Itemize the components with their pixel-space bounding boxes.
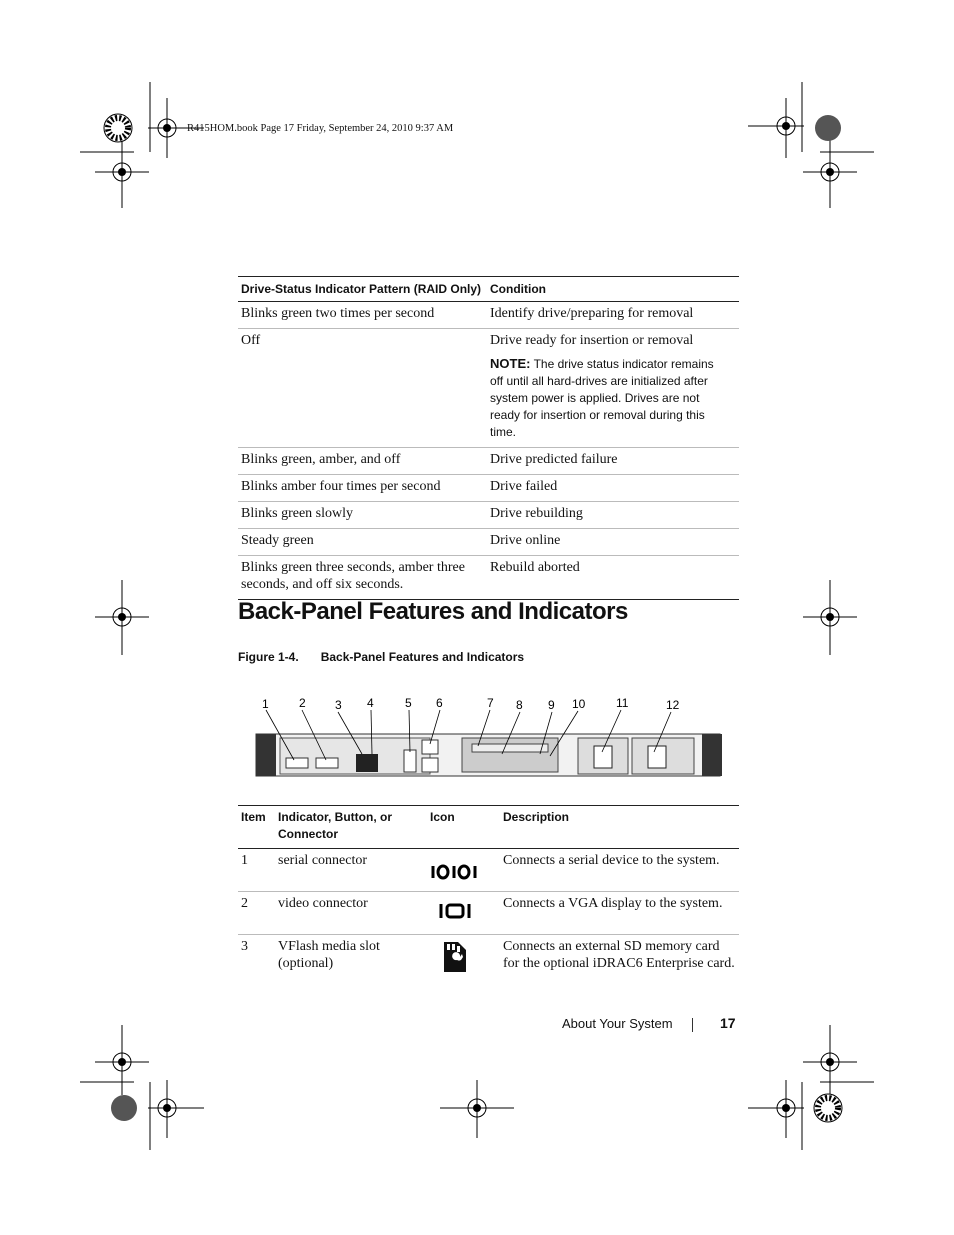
icon-cell bbox=[430, 849, 503, 891]
condition-cell: Rebuild aborted bbox=[490, 560, 580, 575]
table-row bbox=[238, 556, 739, 599]
pattern-cell: Steady green bbox=[241, 533, 314, 548]
callout-9: 9 bbox=[548, 698, 555, 712]
pattern-cell: Blinks amber four times per second bbox=[241, 479, 441, 494]
condition-cell: Identify drive/preparing for removal bbox=[490, 306, 694, 321]
item-number: 3 bbox=[241, 939, 248, 954]
note-text: The drive status indicator remains off until all hard-drives are initialized after system power is applied. Drives are not ready for insertion or removal during this time. bbox=[490, 357, 714, 439]
column-header-icon: Icon bbox=[430, 810, 455, 824]
callout-1: 1 bbox=[262, 697, 269, 711]
table-header-row bbox=[238, 277, 739, 302]
note-label: NOTE: bbox=[490, 356, 531, 371]
table-row bbox=[238, 935, 739, 985]
callout-8: 8 bbox=[516, 698, 523, 712]
column-header-condition: Condition bbox=[490, 282, 546, 296]
condition-cell: Drive failed bbox=[490, 479, 558, 494]
callout-12: 12 bbox=[666, 698, 680, 712]
item-number: 2 bbox=[241, 896, 248, 911]
vga-port-icon bbox=[438, 901, 472, 921]
item-description: Connects an external SD memory card for the optional iDRAC6 Enterprise card. bbox=[503, 939, 735, 971]
item-description: Connects a serial device to the system. bbox=[503, 853, 720, 868]
column-header-item: Item bbox=[241, 810, 266, 824]
pattern-cell: Blinks green three seconds, amber three seconds, and off six seconds. bbox=[241, 560, 465, 592]
table-row bbox=[238, 529, 739, 556]
callout-6: 6 bbox=[436, 696, 443, 710]
footer-divider bbox=[692, 1018, 693, 1032]
table-header-row bbox=[238, 806, 739, 849]
item-number: 1 bbox=[241, 853, 248, 868]
callout-11: 11 bbox=[616, 696, 629, 710]
table-row bbox=[238, 892, 739, 935]
callout-7: 7 bbox=[487, 696, 494, 710]
callout-2: 2 bbox=[299, 696, 306, 710]
condition-cell: Drive online bbox=[490, 533, 561, 548]
condition-cell bbox=[487, 329, 739, 447]
callout-4: 4 bbox=[367, 696, 374, 710]
icon-cell bbox=[430, 892, 503, 934]
callout-3: 3 bbox=[335, 698, 342, 712]
pattern-cell: Off bbox=[241, 333, 261, 348]
item-description: Connects a VGA display to the system. bbox=[503, 896, 723, 911]
table-row bbox=[238, 475, 739, 502]
page-number: 17 bbox=[720, 1015, 736, 1031]
table-row bbox=[238, 329, 739, 448]
condition-text: Drive ready for insertion or removal bbox=[490, 333, 694, 348]
figure-title: Back-Panel Features and Indicators bbox=[320, 650, 525, 664]
icon-cell bbox=[430, 935, 503, 985]
pattern-cell: Blinks green two times per second bbox=[241, 306, 435, 321]
condition-cell: Drive rebuilding bbox=[490, 506, 583, 521]
table-row bbox=[238, 302, 739, 329]
item-name: VFlash media slot (optional) bbox=[278, 939, 380, 971]
table-row bbox=[238, 849, 739, 892]
drive-status-table bbox=[238, 276, 739, 600]
table-row bbox=[238, 502, 739, 529]
section-title: Back-Panel Features and Indicators bbox=[238, 598, 628, 625]
table-row bbox=[238, 448, 739, 475]
serial-port-icon bbox=[430, 862, 478, 882]
column-header-connector: Indicator, Button, or Connector bbox=[278, 810, 392, 841]
figure-caption bbox=[238, 650, 524, 664]
pattern-cell: Blinks green, amber, and off bbox=[241, 452, 401, 467]
item-name: video connector bbox=[278, 896, 368, 911]
note bbox=[490, 355, 730, 441]
item-name: serial connector bbox=[278, 853, 368, 868]
column-header-pattern: Drive-Status Indicator Pattern (RAID Only) bbox=[241, 282, 482, 296]
callout-5: 5 bbox=[405, 696, 412, 710]
back-panel-items-table bbox=[238, 805, 739, 985]
column-header-description: Description bbox=[503, 810, 570, 824]
callout-10: 10 bbox=[572, 697, 586, 711]
sd-card-wrench-icon bbox=[442, 940, 468, 974]
pattern-cell: Blinks green slowly bbox=[241, 506, 353, 521]
figure-number: Figure 1-4. bbox=[238, 650, 299, 664]
footer-section: About Your System bbox=[562, 1016, 673, 1031]
back-panel-figure bbox=[250, 694, 726, 784]
print-header: R415HOM.book Page 17 Friday, September 24, 2010 9:37 AM bbox=[187, 123, 454, 134]
condition-cell: Drive predicted failure bbox=[490, 452, 618, 467]
